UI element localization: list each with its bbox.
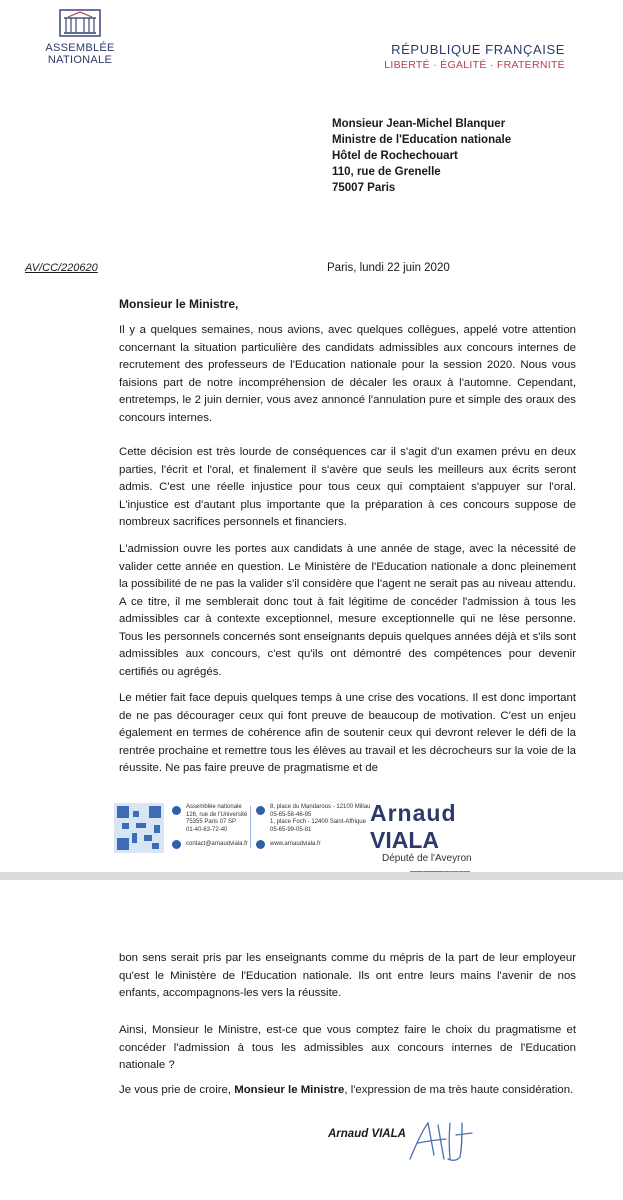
handwritten-signature (402, 1115, 482, 1165)
closing-formula (119, 1082, 576, 1100)
brand-role: Député de l'Aveyron (382, 853, 472, 864)
body-paragraph-3: L'admission ouvre les portes aux candidats à une année de stage, avec la nécessité de valider cette année en question. Le Ministère de l'Education nationale a donc pleinement la possibilité de ne pas la valider s'il considère que l'agent ne serait pas au niveau attendu. A ce titre, il me semblerait donc tout à fait légitime de concéder l'admission à tous les admissibles car à contexte exceptionnel, mesure exceptionnelle qui ne lèse personne. Tous les personnels concernés sont enseignants depuis quelques années déjà et s'ils sont admissibles aux concours, c'est qu'ils ont démontré des compétences pour devenir certifiés ou agrégés. (119, 543, 576, 678)
footer-office2-line3: 1, place Foch - 12400 Saint-Affrique (270, 819, 366, 825)
footer-office1-line2: 126, rue de l'Université (186, 811, 248, 818)
brand-first-name: Arnaud (370, 800, 457, 826)
body-paragraph-4: Le métier fait face depuis quelques temps à une crise des vocations. Il est donc important de ne pas décourager ceux qui font preuve de beaucoup de motivation. C'est un enjeu également en termes de cohérence afin de soutenir ceux qui devront relever le défi de la rentrée prochaine et remettre tous les élèves au travail et les décrocheurs sur la voie de la réussite. Ne pas faire preuve de pragmatisme et de (119, 692, 576, 774)
republic-motto: LIBERTÉ · ÉGALITÉ · FRATERNITÉ (384, 59, 565, 71)
globe-icon (256, 840, 265, 849)
footer-office1-line3: 75355 Paris 07 SP (186, 819, 237, 825)
recipient-city: 75007 Paris (332, 182, 396, 194)
salutation: Monsieur le Ministre, (119, 297, 239, 311)
brand-last-name: VIALA (370, 827, 439, 853)
page2-paragraph-2: Ainsi, Monsieur le Ministre, est-ce que vous comptez faire le choix du pragmatisme et concéder l'admission à tous les admissibles aux concours internes de l'Education nationale ? (119, 1024, 576, 1071)
body-paragraph-2: Cette décision est très lourde de conséquences car il s'agit d'un examen prévu en deux parties, l'écrit et l'oral, et finalement il s'avère que seuls les meilleurs aux écrits seront admis. C'est une réelle injustice pour tous ceux qui comptaient s'appuyer sur l'oral. L'injustice est d'autant plus importante que la préparation à ces concours suppose de nombreux sacrifices personnels et financiers. (119, 446, 576, 528)
letter-reference: AV/CC/220620 (25, 262, 98, 274)
letter-date: Paris, lundi 22 juin 2020 (327, 262, 450, 274)
signer-name: Arnaud VIALA (328, 1128, 406, 1140)
logo-line-1: ASSEMBLÉE (45, 42, 115, 54)
recipient-title: Ministre de l'Education nationale (332, 134, 512, 146)
footer-website[interactable]: www.arnaudviala.fr (270, 841, 321, 847)
footer-office1-line1: Assemblée nationale (186, 804, 242, 810)
republic-title: RÉPUBLIQUE FRANÇAISE (391, 42, 565, 57)
assemblee-nationale-logo (40, 8, 120, 66)
republic-header (384, 42, 565, 71)
recipient-building: Hôtel de Rochechouart (332, 150, 458, 162)
footer-office2-line2: 05-65-58-46-95 (270, 811, 312, 818)
recipient-street: 110, rue de Grenelle (332, 166, 441, 178)
closing-bold: Monsieur le Ministre (234, 1084, 345, 1096)
deputy-brand (370, 800, 514, 882)
closing-before: Je vous prie de croire, (119, 1084, 235, 1096)
recipient-address (332, 116, 511, 196)
logo-line-2: NATIONALE (47, 54, 113, 66)
closing-after: , l'expression de ma très haute considération. (344, 1084, 574, 1096)
footer-office2-line1: 8, place du Mandarous - 12100 Millau (270, 804, 371, 810)
footer-office1-phone: 01-40-63-72-40 (186, 826, 228, 833)
hemicycle-emblem-icon (58, 8, 102, 38)
building-icon (172, 806, 181, 815)
recipient-name: Monsieur Jean-Michel Blanquer (332, 118, 506, 130)
qr-code-icon (114, 803, 164, 853)
footer-email[interactable]: contact@arnaudviala.fr (186, 841, 248, 847)
footer-office2-line4: 05-65-99-05-81 (270, 826, 312, 833)
mail-icon (172, 840, 181, 849)
footer-divider (250, 806, 251, 848)
location-icon (256, 806, 265, 815)
body-paragraph-1: Il y a quelques semaines, nous avions, avec quelques collègues, appelé votre attention concernant la situation particulière des candidats admissibles aux concours internes de recrutement des professeurs de l'Education nationale pour la session 2020. Nous vous faisions part de notre incompréhension de décaler les oraux à l'automne. Cependant, entretemps, le 2 juin dernier, vous avez annoncé l'annulation pure et simple des oraux des concours internes. (119, 324, 576, 424)
letter-footer (114, 800, 514, 864)
page-separator (0, 872, 623, 880)
page2-paragraph-1: bon sens serait pris par les enseignants comme du mépris de la part de leur employeur qu'est le Ministère de l'Education nationale. Ils ont entre leurs mains l'avenir de nos enfants, accompagnons-les vers la réussite. (119, 952, 576, 999)
